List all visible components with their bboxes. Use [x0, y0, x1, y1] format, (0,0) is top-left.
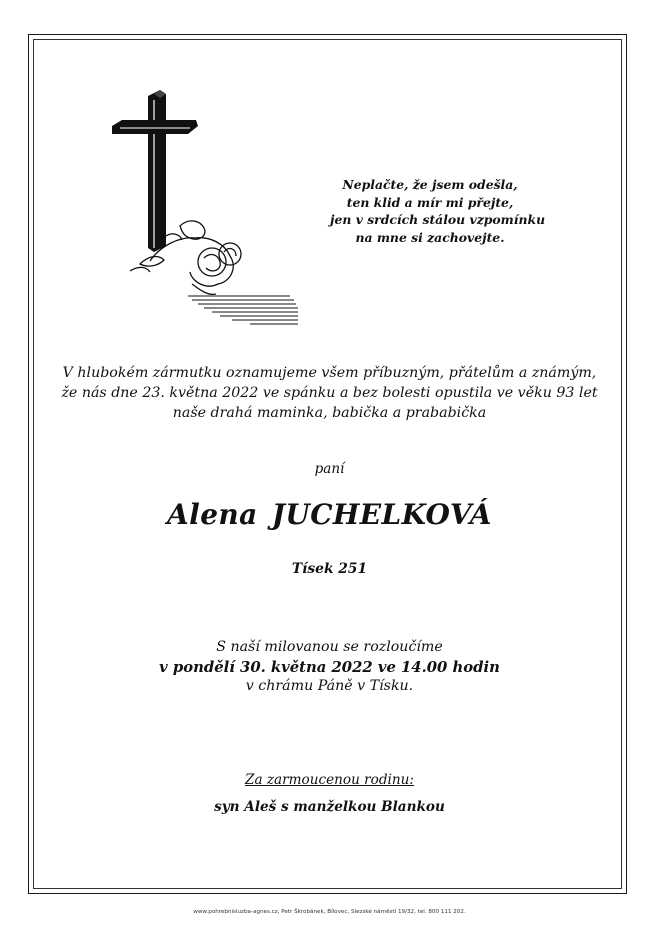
verse-poem	[330, 176, 546, 246]
farewell-date-time: v pondělí 30. května 2022 ve 14.00 hodin	[159, 658, 500, 676]
family-label: Za zarmoucenou rodinu:	[245, 772, 414, 788]
deceased-address: Tísek 251	[291, 561, 368, 577]
family-names: syn Aleš s manželkou Blankou	[214, 799, 445, 815]
farewell-info	[0, 638, 659, 697]
roses-icon	[130, 221, 241, 294]
cross-icon	[112, 90, 198, 252]
announcement-line: naše drahá maminka, babička a prababička	[172, 404, 487, 421]
announcement-line: V hlubokém zármutku oznamujeme všem příbuzným, přátelům a známým,	[62, 365, 597, 381]
verse-line: ten klid a mír mi přejte,	[346, 194, 514, 210]
verse-line: Neplačte, že jsem odešla,	[342, 177, 518, 192]
verse-line: jen v srdcích stálou vzpomínku	[330, 212, 546, 227]
announcement-text	[60, 364, 599, 423]
farewell-place: v chrámu Páně v Tísku.	[245, 678, 414, 695]
ground-lines	[188, 296, 298, 324]
deceased-title: paní	[314, 461, 345, 477]
footer-contact: www.pohrebnisluzba-agnes.cz, Petr Škrobánek, Bílovec, Slezské náměstí 19/32, tel. 800 111 202.	[193, 909, 466, 915]
cross-with-roses-illustration	[100, 86, 310, 331]
deceased-name	[0, 498, 659, 531]
farewell-intro: S naší milovanou se rozloučíme	[216, 639, 443, 655]
announcement-line: že nás dne 23. května 2022 ve spánku a bez bolesti opustila ve věku 93 let	[61, 384, 598, 401]
verse-line: na mne si zachovejte.	[355, 229, 505, 245]
deceased-last-name: JUCHELKOVÁ	[271, 498, 492, 531]
deceased-first-name: Alena	[167, 498, 258, 531]
